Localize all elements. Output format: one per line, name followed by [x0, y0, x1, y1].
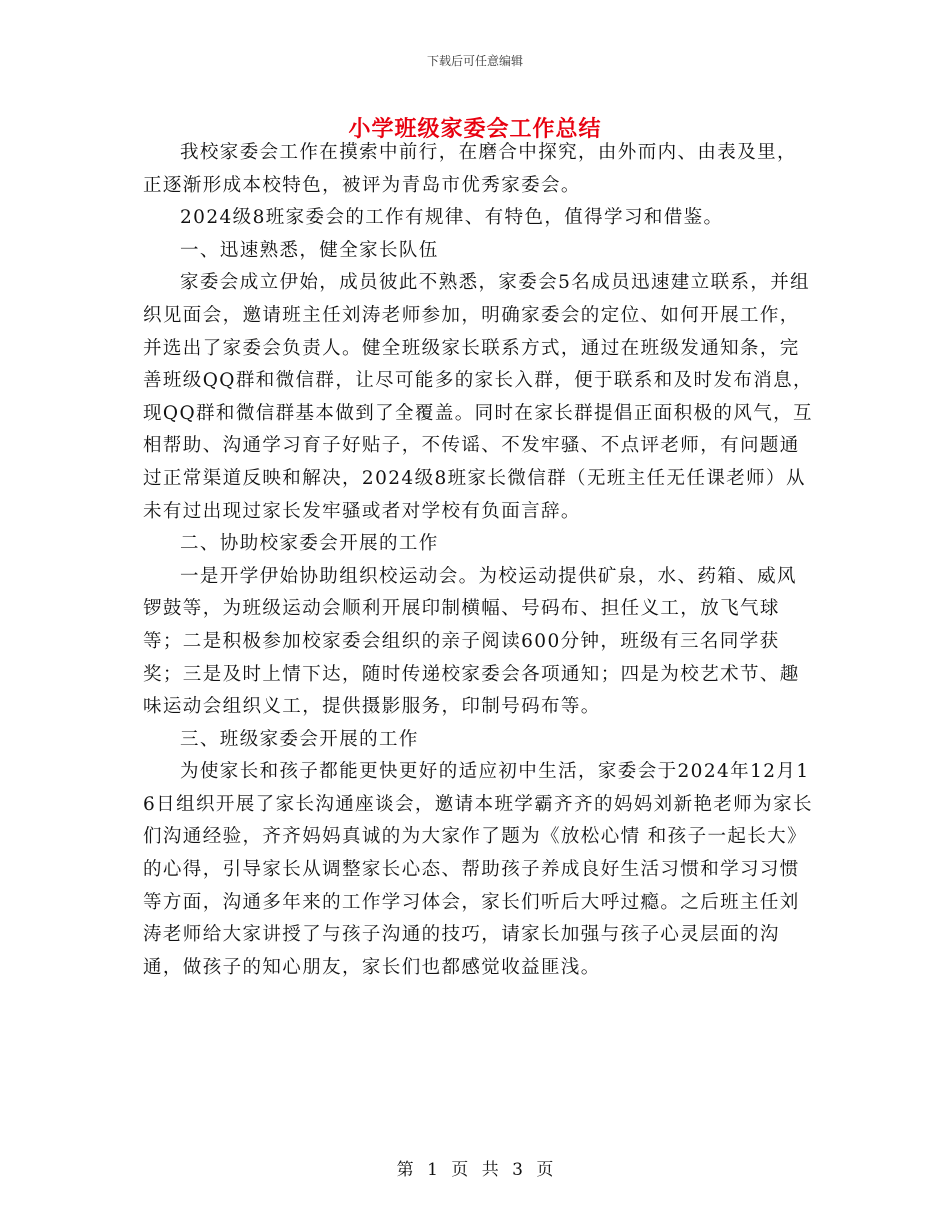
paragraph-section-1: 家委会成立伊始，成员彼此不熟悉，家委会5名成员迅速建立联系，并组织见面会，邀请班主任刘涛老师参加，明确家委会的定位、如何开展工作，并选出了家委会负责人。健全班级家长联系方式，通过在班级发通知条，完善班级QQ群和微信群，让尽可能多的家长入群，便于联系和及时发布消息，现QQ群和微信群基本做到了全覆盖。同时在家长群提倡正面积极的风气，互相帮助、沟通学习育子好贴子，不传谣、不发牢骚、不点评老师，有问题通过正常渠道反映和解决，2024级8班家长微信群（无班主任无任课老师）从未有过出现过家长发牢骚或者对学校有负面言辞。: [143, 272, 813, 522]
paragraph-intro: 我校家委会工作在摸索中前行，在磨合中探究，由外而内、由表及里，正逐渐形成本校特色，被评为青岛市优秀家委会。: [143, 142, 797, 196]
document-body: [143, 137, 813, 984]
page-label-mid: 页: [451, 1160, 469, 1180]
section-heading-2: 二、协助校家委会开展的工作: [180, 533, 439, 555]
paragraph-section-3: 为使家长和孩子都能更快更好的适应初中生活，家委会于2024年12月16日组织开展了家长沟通座谈会，邀请本班学霸齐齐的妈妈刘新艳老师为家长们沟通经验，齐齐妈妈真诚的为大家作了题为《放松心情 和孩子一起长大》的心得，引导家长从调整家长心态、帮助孩子养成良好生活习惯和学习习惯等方面，沟通多年来的工作学习体会，家长们听后大呼过瘾。之后班主任刘涛老师给大家讲授了与孩子沟通的技巧，请家长加强与孩子心灵层面的沟通，做孩子的知心朋友，家长们也都感觉收益匪浅。: [143, 761, 813, 978]
paragraph-class-summary: 2024级8班家委会的工作有规律、有特色，值得学习和借鉴。: [180, 207, 724, 229]
section-heading-3: 三、班级家委会开展的工作: [180, 728, 419, 750]
page-label-prefix: 第: [396, 1160, 414, 1180]
page-label-total-prefix: 共: [481, 1160, 499, 1180]
page-header-note: 下载后可任意编辑: [426, 54, 523, 68]
paragraph-section-2: 一是开学伊始协助组织校运动会。为校运动提供矿泉，水、药箱、威风锣鼓等，为班级运动会顺利开展印制横幅、号码布、担任义工，放飞气球等；二是积极参加校家委会组织的亲子阅读600分钟，班级有三名同学获奖；三是及时上情下达，随时传递校家委会各项通知；四是为校艺术节、趣味运动会组织义工，提供摄影服务，印制号码布等。: [143, 565, 800, 718]
document-title: 小学班级家委会工作总结: [348, 116, 602, 142]
page-footer: [0, 1155, 950, 1180]
page-total-number: 3: [512, 1160, 523, 1180]
section-heading-1: 一、迅速熟悉，健全家长队伍: [180, 239, 439, 261]
page-label-suffix: 页: [536, 1160, 554, 1180]
page-current-number: 1: [427, 1160, 438, 1180]
